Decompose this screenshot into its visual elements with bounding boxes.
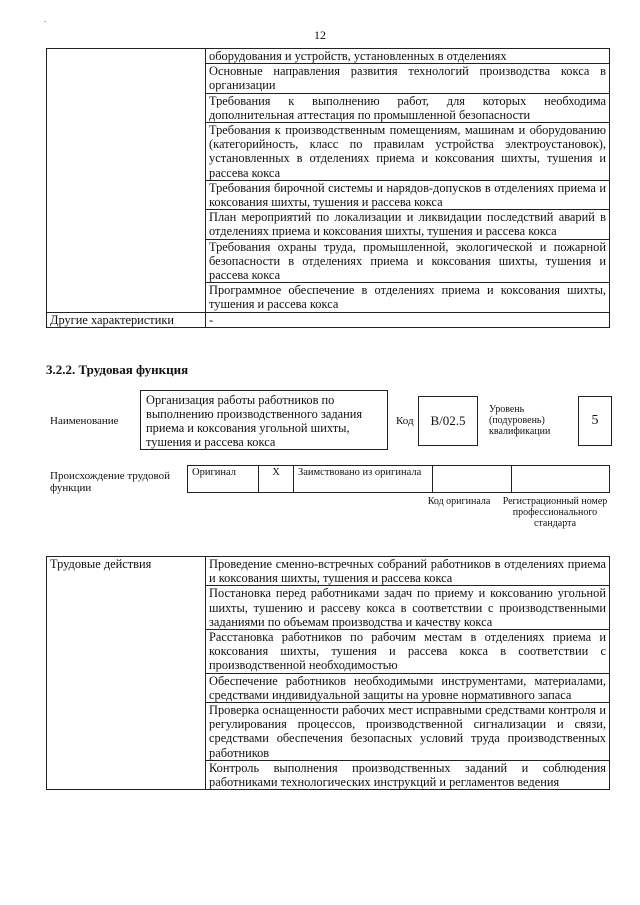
original-mark: X [259, 466, 294, 493]
table-cell: Требования охраны труда, промышленной, экологической и пожарной безопасности в отделениях приема и коксования шихты, тушения и рассева кокса [206, 239, 610, 283]
page-number: 12 [314, 28, 326, 42]
table-cell: оборудования и устройств, установленных в отделениях [206, 49, 610, 64]
reg-number-cell [512, 466, 610, 493]
table-cell: Обеспечение работников необходимыми инструментами, материалами, средствами индивидуальной защиты на уровне нормативного запаса [206, 673, 610, 702]
table-cell: Требования бирочной системы и нарядов-допусков в отделениях приема и коксования шихты, тушения и рассева кокса [206, 180, 610, 209]
table-cell: План мероприятий по локализации и ликвидации последствий аварий в отделениях приема и коксования шихты, тушения и рассева кокса [206, 210, 610, 239]
other-characteristics-value: - [206, 312, 610, 327]
knowledge-table [46, 48, 610, 328]
table-cell-empty [47, 49, 206, 313]
function-name-box: Организация работы работников по выполнению производственного задания приема и коксования угольной шихты, тушения и рассева кокса [140, 390, 388, 450]
table-cell: Требования к выполнению работ, для которых необходима дополнительная аттестация по промышленной безопасности [206, 93, 610, 122]
table-row [47, 312, 610, 327]
table-row [47, 49, 610, 64]
section-heading: 3.2.2. Трудовая функция [46, 362, 189, 377]
table-cell: Программное обеспечение в отделениях приема и коксования шихты, тушения и рассева кокса [206, 283, 610, 312]
level-label: Уровень (подуровень) квалификации [489, 404, 551, 437]
code-label: Код [396, 415, 414, 427]
code-original-label: Код оригинала [427, 496, 491, 507]
table-cell: Постановка перед работниками задач по приему и коксованию угольной шихты, тушению и рассеву кокса в соответствии с производственными заданиями по объемам производства и качеству кокса [206, 586, 610, 630]
table-row [47, 557, 610, 586]
other-characteristics-label: Другие характеристики [47, 312, 206, 327]
code-box: B/02.5 [418, 396, 478, 446]
table-row [188, 466, 610, 493]
borrowed-label: Заимствовано из оригинала [294, 466, 433, 493]
corner-mark: . [44, 14, 47, 24]
table-cell: Требования к производственным помещениям, машинам и оборудованию (категорийность, класс по правилам устройства электроустановок), установленных в отделениях приема и коксования шихты, тушения и рассева кокса [206, 123, 610, 181]
origin-table [187, 465, 610, 493]
table-cell: Основные направления развития технологий производства кокса в организации [206, 64, 610, 93]
labor-actions-table [46, 556, 610, 790]
table-cell: Проверка оснащенности рабочих мест исправными средствами контроля и регулирования процессов, производственной сигнализации и связи, средствами обеспечения безопасных условий труда производственных работников [206, 703, 610, 761]
origin-label: Происхождение трудовой функции [50, 470, 171, 494]
code-original-cell [433, 466, 512, 493]
table-cell: Контроль выполнения производственных заданий и соблюдения работниками технологических инструкций и регламентов ведения [206, 760, 610, 789]
table-cell: Проведение сменно-встречных собраний работников в отделениях приема и коксования шихты, тушения и рассева кокса [206, 557, 610, 586]
name-label: Наименование [50, 415, 119, 427]
original-label: Оригинал [188, 466, 259, 493]
level-box: 5 [578, 396, 612, 446]
reg-number-label: Регистрационный номер профессионального стандарта [502, 496, 608, 529]
table-cell: Расстановка работников по рабочим местам в отделениях приема и коксования шихты, тушения и рассева кокса в соответствии с производственной необходимостью [206, 630, 610, 674]
labor-actions-label: Трудовые действия [47, 557, 206, 790]
